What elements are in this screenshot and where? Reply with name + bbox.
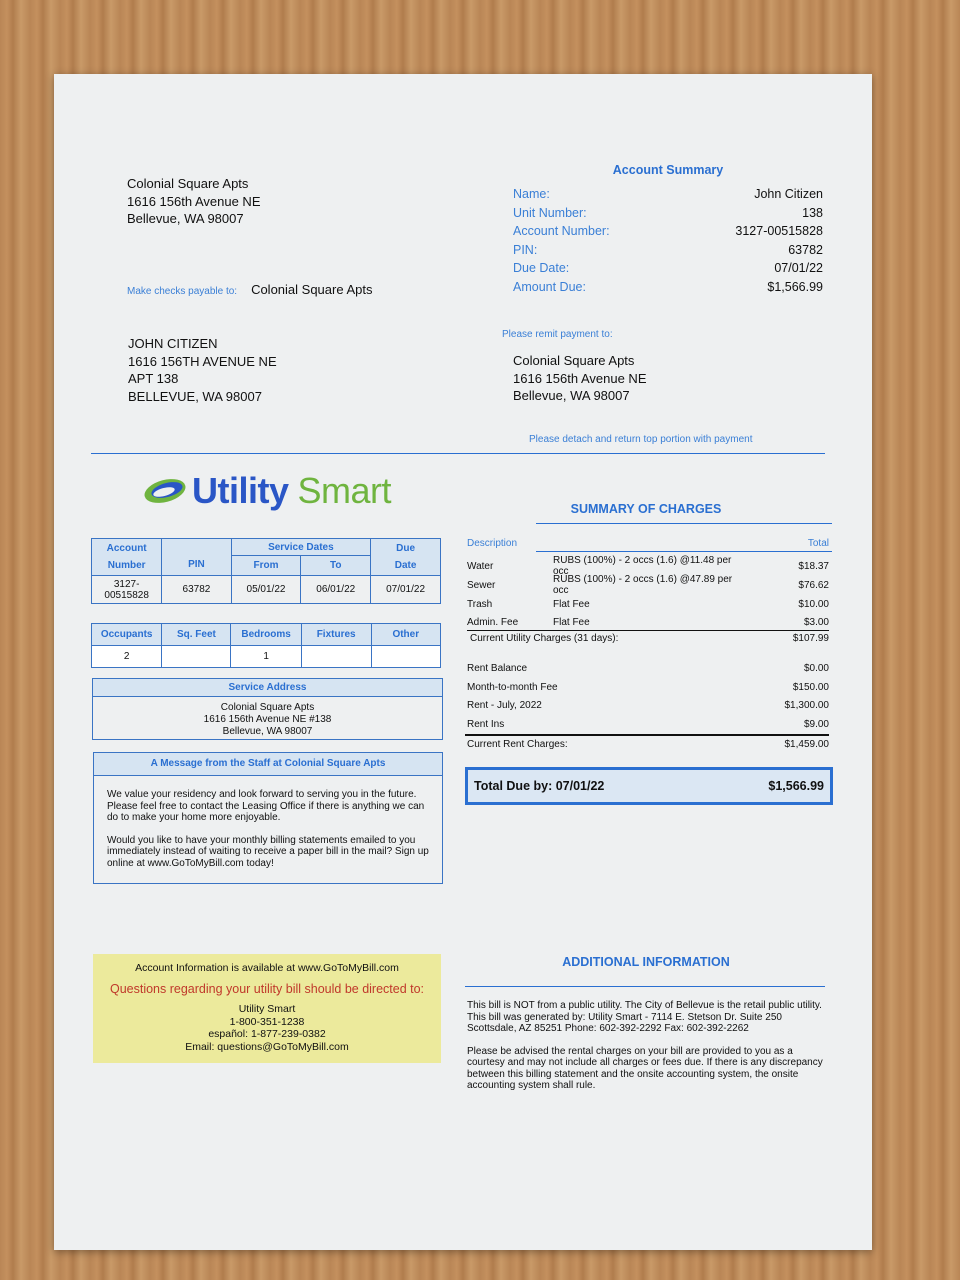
unit-table	[91, 623, 441, 668]
charges-title-line	[536, 523, 832, 524]
summary-value: John Citizen	[754, 187, 823, 202]
summary-value: 63782	[788, 242, 823, 257]
header-due-date: Due Date	[371, 539, 441, 576]
summary-label: Unit Number:	[513, 205, 587, 220]
contact-questions: Questions regarding your utility bill should be directed to:	[109, 981, 425, 996]
service-address-box	[92, 678, 443, 740]
sender-line: Colonial Square Apts	[127, 176, 249, 191]
summary-row	[513, 185, 823, 204]
summary-label: Account Number:	[513, 224, 610, 239]
header-fixtures: Fixtures	[301, 624, 371, 646]
total-due-amount: $1,566.99	[768, 779, 824, 793]
service-address-line: Bellevue, WA 98007	[222, 726, 313, 737]
summary-value: $1,566.99	[767, 279, 823, 294]
cell-other	[371, 646, 440, 668]
account-summary	[513, 163, 823, 296]
payable-to	[127, 281, 372, 299]
logo-word-smart: Smart	[297, 470, 392, 511]
logo-word-utility: Utility	[192, 470, 289, 511]
header-service-dates: Service Dates	[231, 539, 371, 556]
charge-row: Trash Flat Fee $10.00	[467, 598, 829, 610]
summary-label: PIN:	[513, 242, 538, 257]
utility-subtotal-row: Current Utility Charges (31 days): $107.99	[470, 632, 829, 644]
charge-row: Water RUBS (100%) - 2 occs (1.6) @11.48 per occ $18.37	[467, 555, 829, 577]
message-paragraph: We value your residency and look forward to serving you in the future. Please feel free to contact the Leasing Office if there is anything we can do to make your home more enjoyable.	[107, 789, 425, 823]
contact-phone-spanish: español: 1-877-239-0382	[208, 1028, 326, 1040]
additional-text	[467, 1000, 829, 1092]
header-pin: PIN	[162, 539, 231, 576]
header-occupants: Occupants	[92, 624, 162, 646]
service-address-line: Colonial Square Apts	[220, 702, 315, 713]
account-table	[91, 538, 441, 604]
payable-label: Make checks payable to:	[127, 286, 238, 297]
header-bedrooms: Bedrooms	[231, 624, 301, 646]
rent-subtotal-row: Current Rent Charges: $1,459.00	[467, 738, 829, 750]
additional-paragraph: This bill is NOT from a public utility. The City of Bellevue is the retail public utility. This bill was generated by: Utility Smart - 7114 E. Stetson Dr. Suite 250 Scottsdale, AZ 85251 Phone: 602-392-2292 Fax: 602-392-2262	[467, 1000, 822, 1034]
cell-occupants: 2	[92, 646, 162, 668]
rent-row: Rent Ins $9.00	[467, 718, 829, 730]
remit-label: Please remit payment to:	[502, 329, 613, 340]
summary-row	[513, 278, 823, 297]
contact-email: Email: questions@GoToMyBill.com	[185, 1040, 349, 1053]
summary-row	[513, 241, 823, 260]
additional-title-line	[465, 986, 825, 987]
summary-row	[513, 222, 823, 241]
utility-smart-logo	[142, 470, 391, 512]
rent-row: Rent - July, 2022 $1,300.00	[467, 699, 829, 711]
header-to: To	[301, 556, 371, 576]
cell-bedrooms: 1	[231, 646, 301, 668]
charges-header-line	[536, 551, 832, 552]
payable-value: Colonial Square Apts	[251, 282, 373, 297]
contact-info-line: Account Information is available at www.GoToMyBill.com	[135, 962, 399, 974]
summary-label: Due Date:	[513, 261, 570, 276]
bill-paper	[54, 74, 872, 1250]
contact-company: Utility Smart	[238, 1003, 296, 1015]
charges-title: SUMMARY OF CHARGES	[570, 502, 722, 516]
col-total: Total	[807, 537, 829, 549]
summary-value: 3127-00515828	[735, 224, 823, 239]
additional-paragraph: Please be advised the rental charges on your bill are provided to you as a courtesy and may not include all charges or fees due. If there is any discrepancy between this billing statement and the onsite accounting system, the onsite accounting system shall rule.	[467, 1045, 823, 1091]
cell-from: 05/01/22	[231, 576, 301, 604]
service-address-title: Service Address	[93, 679, 442, 697]
header-account-number: Account Number	[92, 539, 162, 576]
cell-pin: 63782	[162, 576, 231, 604]
summary-label: Name:	[513, 187, 550, 202]
charges-header	[467, 535, 829, 551]
detach-line	[91, 453, 825, 454]
message-title: A Message from the Staff at Colonial Square Apts	[94, 753, 442, 776]
summary-row	[513, 259, 823, 278]
charge-row: Admin. Fee Flat Fee $3.00	[467, 616, 829, 628]
header-other: Other	[371, 624, 440, 646]
cell-fixtures	[301, 646, 371, 668]
recipient-line: APT 138	[128, 371, 179, 386]
cell-account-number: 3127-00515828	[92, 576, 162, 604]
col-description: Description	[467, 537, 518, 549]
summary-value: 07/01/22	[774, 261, 823, 276]
summary-row	[513, 204, 823, 223]
account-summary-title: Account Summary	[612, 163, 724, 177]
recipient-line: JOHN CITIZEN	[128, 336, 218, 351]
charge-row: Sewer RUBS (100%) - 2 occs (1.6) @47.89 per occ $76.62	[467, 574, 829, 596]
logo-swoosh-icon	[142, 476, 188, 506]
header-sq-feet: Sq. Feet	[162, 624, 231, 646]
cell-to: 06/01/22	[301, 576, 371, 604]
sender-line: 1616 156th Avenue NE	[127, 193, 261, 209]
contact-box	[93, 954, 441, 1063]
message-paragraph: Would you like to have your monthly billing statements emailed to you immediately instead of waiting to receive a paper bill in the mail? Sign up online at www.GoToMyBill.com today!	[107, 834, 429, 869]
cell-due-date: 07/01/22	[371, 576, 441, 604]
header-from: From	[231, 556, 301, 576]
sender-line: Bellevue, WA 98007	[127, 211, 244, 226]
contact-phone: 1-800-351-1238	[229, 1015, 305, 1028]
cell-sq-feet	[162, 646, 231, 668]
summary-value: 138	[802, 205, 823, 220]
remit-line: Colonial Square Apts	[513, 353, 635, 368]
total-due-label: Total Due by: 07/01/22	[474, 779, 605, 793]
remit-line: Bellevue, WA 98007	[513, 388, 630, 403]
summary-label: Amount Due:	[513, 279, 586, 294]
remit-line: 1616 156th Avenue NE	[513, 370, 647, 386]
service-address-line: 1616 156th Avenue NE #138	[203, 714, 332, 725]
remit-address	[513, 352, 647, 405]
recipient-address	[128, 335, 277, 405]
rent-row: Month-to-month Fee $150.00	[467, 681, 829, 693]
sender-address	[127, 175, 261, 228]
additional-title: ADDITIONAL INFORMATION	[562, 955, 730, 969]
recipient-line: 1616 156TH AVENUE NE	[128, 353, 277, 369]
detach-note: Please detach and return top portion with payment	[529, 434, 753, 445]
recipient-line: BELLEVUE, WA 98007	[128, 388, 262, 404]
rent-row: Rent Balance $0.00	[467, 662, 829, 674]
message-box	[93, 752, 443, 884]
total-due-box	[465, 767, 833, 805]
